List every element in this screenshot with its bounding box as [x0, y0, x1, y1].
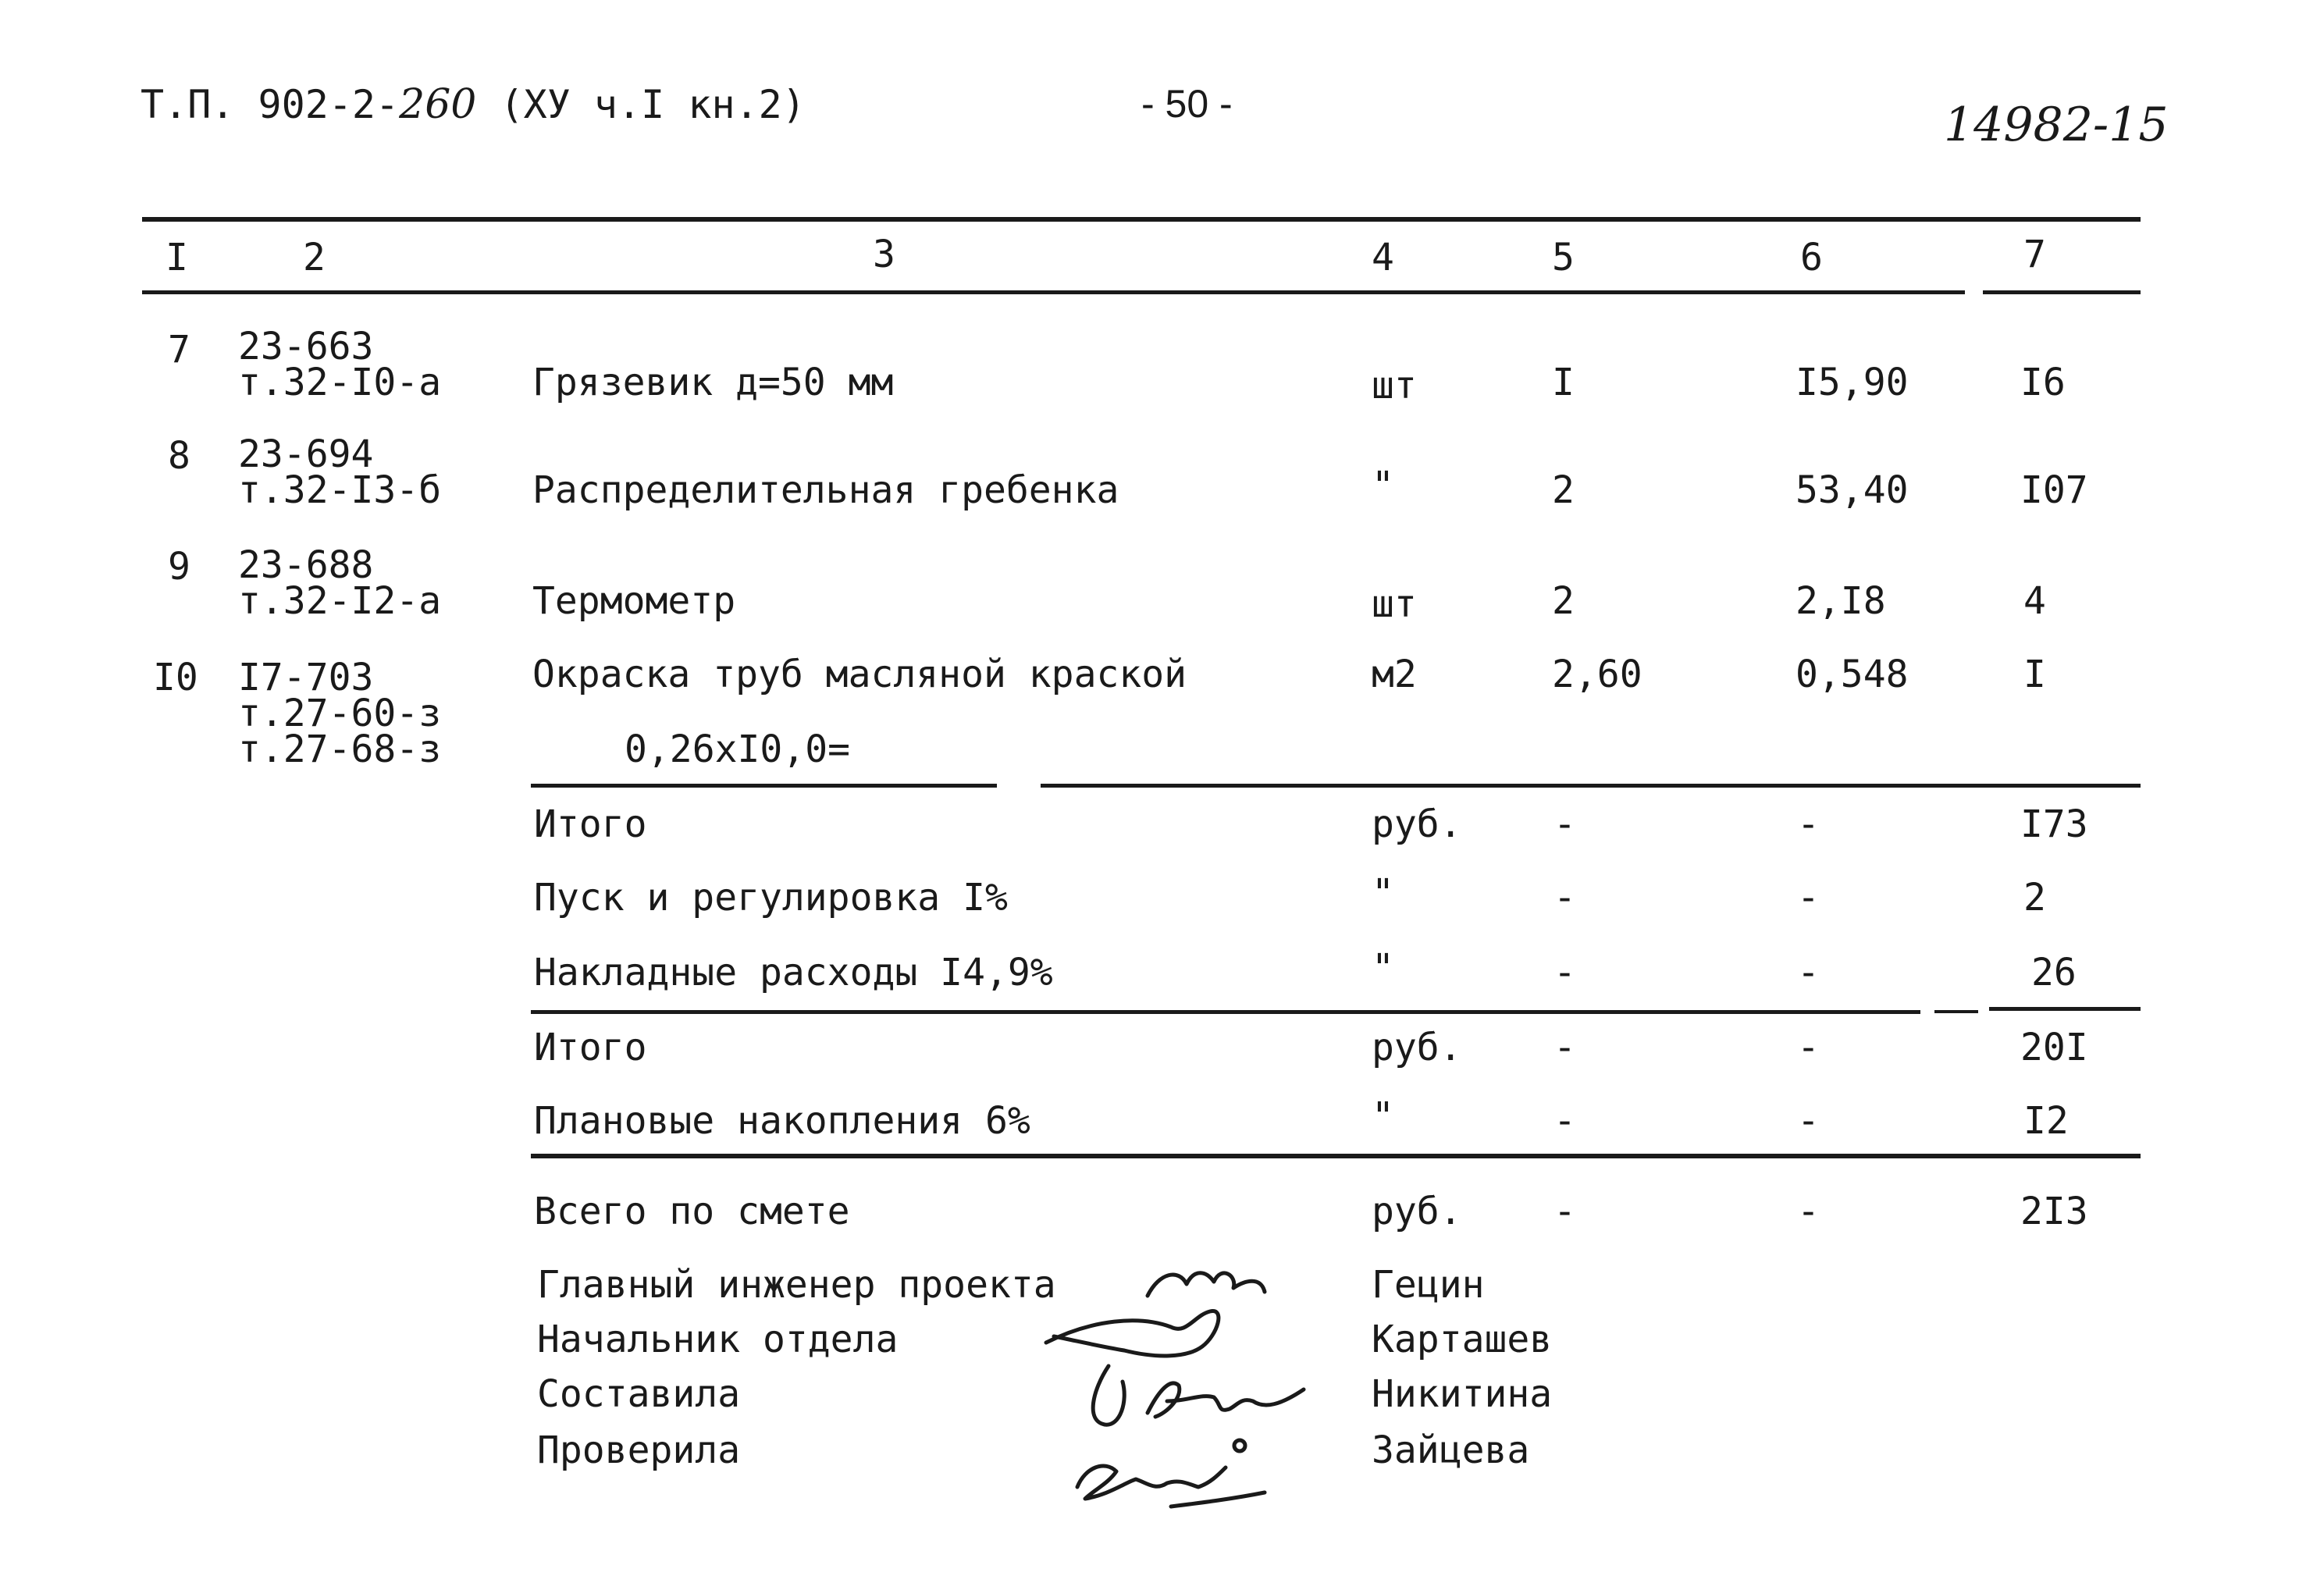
summary-unit: руб.: [1372, 802, 1462, 846]
summary-col5: -: [1553, 876, 1576, 920]
header-bottom-rule-col7: [1983, 290, 2141, 294]
row-unit: м2: [1372, 653, 1417, 696]
row-name-line2: 0,26xI0,0=: [625, 728, 850, 771]
summary-col6: -: [1797, 1026, 1820, 1069]
row-code: т.32-I3-б: [238, 468, 442, 512]
doc-ref-prefix: Т.П. 902-2-: [141, 82, 400, 127]
row-total: 4: [2023, 579, 2046, 623]
archive-number: 14982-15: [1944, 98, 2169, 152]
summary-col5: -: [1553, 1026, 1576, 1069]
summary-col6: -: [1797, 876, 1820, 920]
col-header-6: 6: [1800, 236, 1823, 279]
col-header-2: 2: [303, 236, 326, 279]
row-code: 23-688: [238, 543, 374, 587]
summary-col5: -: [1553, 1099, 1576, 1143]
row-name: Распределительная гребенка: [532, 468, 1119, 512]
summary-top-rule-right: [1041, 784, 2141, 788]
row-number: 7: [168, 328, 190, 372]
row-unit: шт: [1372, 582, 1417, 626]
row-code: 23-663: [238, 325, 374, 368]
signature-role: Проверила: [537, 1428, 741, 1472]
summary-label: Накладные расходы I4,9%: [534, 951, 1053, 994]
summary-col6: -: [1797, 1099, 1820, 1143]
summary-top-rule: [531, 784, 997, 788]
summary-col5: -: [1553, 951, 1576, 994]
signature-name: Гецин: [1372, 1263, 1485, 1307]
header-bottom-rule: [142, 290, 1965, 294]
summary-total: I2: [2023, 1099, 2069, 1143]
row-code: т.27-60-з: [238, 692, 442, 735]
row-name: Термометр: [532, 579, 736, 623]
signature-name: Карташев: [1372, 1318, 1553, 1361]
summary-unit: ": [1372, 871, 1394, 915]
page-number: - 50 -: [1141, 82, 1233, 126]
signature-name: Зайцева: [1372, 1428, 1530, 1472]
row-code: I7-703: [238, 656, 374, 699]
row-price: 53,40: [1795, 468, 1909, 512]
row-number: 8: [168, 434, 190, 478]
col-header-4: 4: [1372, 236, 1394, 279]
subtotal-rule-short: [1934, 1010, 1978, 1013]
row-total: I07: [2020, 468, 2088, 512]
summary-label: Пуск и регулировка I%: [534, 876, 1008, 920]
row-qty: 2: [1552, 579, 1575, 623]
row-unit: шт: [1372, 364, 1417, 407]
row-code: 23-694: [238, 432, 374, 476]
summary-total: 20I: [2020, 1026, 2088, 1069]
signature-role: Главный инженер проекта: [537, 1263, 1056, 1307]
row-price: 0,548: [1795, 653, 1909, 696]
grand-total-value: 2I3: [2020, 1190, 2088, 1233]
row-code: т.32-I0-а: [238, 361, 442, 404]
summary-unit: ": [1372, 946, 1394, 990]
summary-total: 2: [2023, 876, 2046, 920]
row-unit: ": [1372, 464, 1394, 507]
summary-label: Плановые накопления 6%: [534, 1099, 1030, 1143]
col-header-1: I: [165, 236, 188, 279]
row-qty: I: [1552, 361, 1575, 404]
col-header-5: 5: [1552, 236, 1575, 279]
row-name: Окраска труб масляной краской: [532, 653, 1187, 696]
summary-total: 26: [2031, 951, 2077, 994]
col-header-7: 7: [2023, 233, 2046, 276]
summary-label: Итого: [534, 802, 647, 846]
row-name: Грязевик д=50 мм: [532, 361, 894, 404]
summary-col6: -: [1797, 951, 1820, 994]
row-number: 9: [168, 545, 190, 589]
row-total: I: [2023, 653, 2046, 696]
row-total: I6: [2020, 361, 2066, 404]
doc-reference: [141, 81, 806, 128]
grand-total-col5: -: [1553, 1190, 1576, 1233]
doc-ref-handwritten: 260: [399, 81, 477, 128]
table-top-rule: [142, 217, 2141, 222]
summary-label: Итого: [534, 1026, 647, 1069]
subtotal-rule: [531, 1010, 1920, 1014]
row-price: 2,I8: [1795, 579, 1886, 623]
row-code: т.32-I2-а: [238, 579, 442, 623]
grand-total-col6: -: [1797, 1190, 1820, 1233]
signature-name: Никитина: [1372, 1372, 1553, 1416]
grand-total-unit: руб.: [1372, 1190, 1462, 1233]
grand-total-rule: [531, 1154, 2141, 1158]
row-qty: 2: [1552, 468, 1575, 512]
col-header-3: 3: [873, 233, 895, 276]
row-qty: 2,60: [1552, 653, 1642, 696]
handwritten-signatures: [1030, 1249, 1358, 1514]
row-number: I0: [153, 656, 198, 699]
row-price: I5,90: [1795, 361, 1909, 404]
grand-total-label: Всего по смете: [534, 1190, 850, 1233]
summary-unit: ": [1372, 1094, 1394, 1138]
signature-role: Начальник отдела: [537, 1318, 899, 1361]
summary-col6: -: [1797, 802, 1820, 846]
summary-total: I73: [2020, 802, 2088, 846]
summary-unit: руб.: [1372, 1026, 1462, 1069]
row-code: т.27-68-з: [238, 728, 442, 771]
summary-col5: -: [1553, 802, 1576, 846]
subtotal-rule-right: [1989, 1007, 2141, 1011]
signature-role: Составила: [537, 1372, 741, 1416]
doc-ref-suffix: (ХУ ч.I кн.2): [500, 82, 806, 127]
